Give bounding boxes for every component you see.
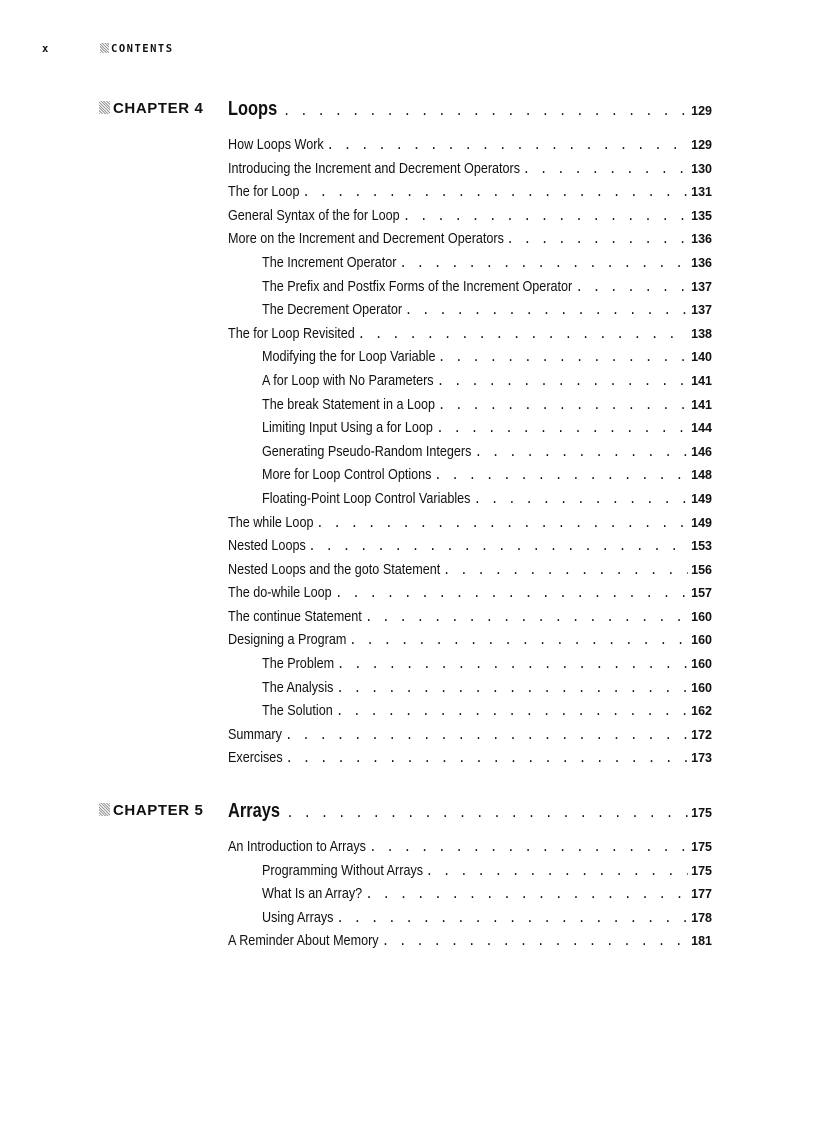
toc-subentry[interactable] xyxy=(228,466,712,490)
toc-entry-page-number: 136 xyxy=(691,255,712,270)
toc-entry-list xyxy=(228,136,712,773)
dot-leader xyxy=(327,138,688,152)
dot-leader xyxy=(337,681,689,695)
toc-entry[interactable] xyxy=(228,584,712,608)
toc-entry[interactable] xyxy=(228,631,712,655)
toc-entry-title: The continue Statement xyxy=(228,607,362,625)
toc-subentry[interactable] xyxy=(228,301,712,325)
hatch-mark-icon xyxy=(99,101,110,114)
toc-entry-title: Floating-Point Loop Control Variables xyxy=(262,489,471,507)
toc-entry-page-number: 137 xyxy=(691,303,712,318)
toc-entry-page-number: 141 xyxy=(691,373,712,388)
toc-subentry[interactable] xyxy=(228,885,712,909)
toc-entry-title: General Syntax of the for Loop xyxy=(228,206,400,224)
toc-entry-title: A Reminder About Memory xyxy=(228,932,379,950)
toc-entry-page-number: 160 xyxy=(691,609,712,624)
toc-entry-page-number: 130 xyxy=(691,161,712,176)
dot-leader xyxy=(436,421,688,435)
chapter-title-row[interactable] xyxy=(228,98,712,122)
toc-entry-page-number: 136 xyxy=(691,232,712,247)
toc-entry-title: Designing a Program xyxy=(228,631,347,649)
toc-subentry[interactable] xyxy=(228,702,712,726)
running-head-label: CONTENTS xyxy=(111,43,174,55)
toc-subentry[interactable] xyxy=(228,348,712,372)
toc-entry-title: Programming Without Arrays xyxy=(262,861,424,879)
dot-leader xyxy=(303,185,689,199)
toc-entry-page-number: 172 xyxy=(691,727,712,742)
dot-leader xyxy=(336,911,688,925)
hatch-mark-icon xyxy=(99,803,110,816)
toc-entry-page-number: 137 xyxy=(691,279,712,294)
dot-leader xyxy=(336,704,688,718)
toc-entry-page-number: 148 xyxy=(691,468,712,483)
toc-entry-title: Generating Pseudo-Random Integers xyxy=(262,442,472,460)
toc-entry-page-number: 160 xyxy=(691,680,712,695)
toc-subentry[interactable] xyxy=(228,254,712,278)
toc-entry-title: Nested Loops and the goto Statement xyxy=(228,560,441,578)
toc-entry-page-number: 175 xyxy=(691,840,712,854)
toc-entry-page-number: 146 xyxy=(691,444,712,459)
dot-leader xyxy=(365,610,688,624)
dot-leader xyxy=(443,563,688,577)
toc-entry-title: The Increment Operator xyxy=(262,253,397,271)
toc-entry[interactable] xyxy=(228,325,712,349)
toc-subentry[interactable] xyxy=(228,655,712,679)
toc-subentry[interactable] xyxy=(228,909,712,933)
toc-entry-page-number: 178 xyxy=(691,910,712,925)
toc-entry-page-number: 175 xyxy=(691,863,712,878)
toc-subentry[interactable] xyxy=(228,490,712,514)
dot-leader xyxy=(403,209,688,223)
toc-entry-title: The Prefix and Postfix Forms of the Increment Operator xyxy=(262,277,573,295)
toc-entry[interactable] xyxy=(228,207,712,231)
toc-entry-page-number: 153 xyxy=(691,539,712,554)
toc-entry-page-number: 140 xyxy=(691,350,712,365)
dot-leader xyxy=(426,864,688,878)
toc-entry-list xyxy=(228,838,712,956)
dot-leader xyxy=(308,539,688,553)
dot-leader xyxy=(475,445,688,459)
toc-subentry[interactable] xyxy=(228,862,712,886)
dot-leader xyxy=(434,468,688,482)
chapter-label xyxy=(99,802,203,819)
toc-entry-title: Modifying the for Loop Variable xyxy=(262,348,436,366)
toc-entry-page-number: 144 xyxy=(691,421,712,436)
toc-entry[interactable] xyxy=(228,183,712,207)
toc-entry-title: Nested Loops xyxy=(228,537,306,555)
dot-leader xyxy=(474,492,688,506)
toc-entry[interactable] xyxy=(228,561,712,585)
toc-entry-title: The for Loop xyxy=(228,183,300,201)
dot-leader xyxy=(365,887,688,901)
toc-entry-page-number: 141 xyxy=(691,397,712,412)
dot-leader xyxy=(283,104,688,118)
toc-entry[interactable] xyxy=(228,136,712,160)
toc-entry-page-number: 162 xyxy=(691,704,712,719)
dot-leader xyxy=(405,303,688,317)
page-folio: x xyxy=(42,43,50,55)
dot-leader xyxy=(506,232,688,246)
chapter-title: Arrays xyxy=(228,800,280,822)
toc-entry-title: The Solution xyxy=(262,702,333,720)
toc-entry-page-number: 156 xyxy=(691,562,712,577)
toc-entry[interactable] xyxy=(228,838,712,862)
dot-leader xyxy=(286,751,688,765)
toc-entry-title: The break Statement in a Loop xyxy=(262,395,436,413)
toc-entry-page-number: 138 xyxy=(691,326,712,341)
toc-subentry[interactable] xyxy=(228,679,712,703)
toc-entry-title: What Is an Array? xyxy=(262,885,363,903)
dot-leader xyxy=(349,633,688,647)
dot-leader xyxy=(335,586,688,600)
toc-entry-page-number: 157 xyxy=(691,586,712,601)
toc-subentry[interactable] xyxy=(228,372,712,396)
dot-leader xyxy=(438,398,688,412)
chapter-page-number: 175 xyxy=(691,806,712,820)
toc-entry[interactable] xyxy=(228,537,712,561)
chapter-label-text: CHAPTER 4 xyxy=(113,100,204,117)
dot-leader xyxy=(358,327,688,341)
toc-entry-title: The do-while Loop xyxy=(228,584,332,602)
dot-leader xyxy=(437,374,688,388)
toc-entry-page-number: 173 xyxy=(691,751,712,766)
toc-entry-title: The Decrement Operator xyxy=(262,301,403,319)
chapter-label xyxy=(99,100,203,117)
toc-entry[interactable] xyxy=(228,726,712,750)
dot-leader xyxy=(523,162,688,176)
toc-entry-title: More on the Increment and Decrement Operators xyxy=(228,230,504,248)
toc-entry[interactable] xyxy=(228,514,712,538)
toc-entry[interactable] xyxy=(228,749,712,773)
toc-subentry[interactable] xyxy=(228,396,712,420)
chapter-label-text: CHAPTER 5 xyxy=(113,802,204,819)
dot-leader xyxy=(400,256,689,270)
toc-entry-title: The while Loop xyxy=(228,513,314,531)
toc-entry-title: Introducing the Increment and Decrement Operators xyxy=(228,159,521,177)
chapter-page-number: 129 xyxy=(691,104,712,118)
dot-leader xyxy=(316,516,688,530)
toc-subentry[interactable] xyxy=(228,443,712,467)
toc-entry-title: An Introduction to Arrays xyxy=(228,838,366,855)
toc-entry-page-number: 160 xyxy=(691,633,712,648)
dot-leader xyxy=(438,350,688,364)
toc-entry[interactable] xyxy=(228,932,712,956)
running-head-section xyxy=(100,43,174,55)
dot-leader xyxy=(337,657,688,671)
toc-entry-title: Summary xyxy=(228,725,282,743)
toc-entry-page-number: 177 xyxy=(691,887,712,902)
toc-entry-title: A for Loop with No Parameters xyxy=(262,371,434,389)
toc-subentry[interactable] xyxy=(228,419,712,443)
chapter-title-row[interactable] xyxy=(228,800,712,824)
toc-entry-page-number: 149 xyxy=(691,515,712,530)
toc-entry-page-number: 131 xyxy=(691,185,712,200)
hatch-mark-icon xyxy=(100,43,109,53)
toc-entry[interactable] xyxy=(228,608,712,632)
toc-subentry[interactable] xyxy=(228,278,712,302)
dot-leader xyxy=(285,728,688,742)
dot-leader xyxy=(286,806,688,820)
toc-entry-page-number: 160 xyxy=(691,657,712,672)
toc-entry-title: The Analysis xyxy=(262,678,334,696)
toc-entry-page-number: 149 xyxy=(691,491,712,506)
toc-entry-title: The for Loop Revisited xyxy=(228,324,355,342)
toc-entry-title: Limiting Input Using a for Loop xyxy=(262,419,433,437)
toc-entry-title: More for Loop Control Options xyxy=(262,466,432,484)
toc-entry-title: How Loops Work xyxy=(228,136,324,153)
toc-entry-title: Exercises xyxy=(228,749,283,767)
toc-entry[interactable] xyxy=(228,160,712,184)
toc-entry-page-number: 181 xyxy=(691,934,712,949)
dot-leader xyxy=(382,934,688,948)
toc-entry-title: The Problem xyxy=(262,655,335,673)
toc-entry[interactable] xyxy=(228,230,712,254)
toc-entry-title: Using Arrays xyxy=(262,908,334,926)
toc-entry-page-number: 129 xyxy=(691,138,712,152)
chapter-title: Loops xyxy=(228,98,278,120)
dot-leader xyxy=(369,840,688,854)
toc-entry-page-number: 135 xyxy=(691,208,712,223)
dot-leader xyxy=(576,280,689,294)
